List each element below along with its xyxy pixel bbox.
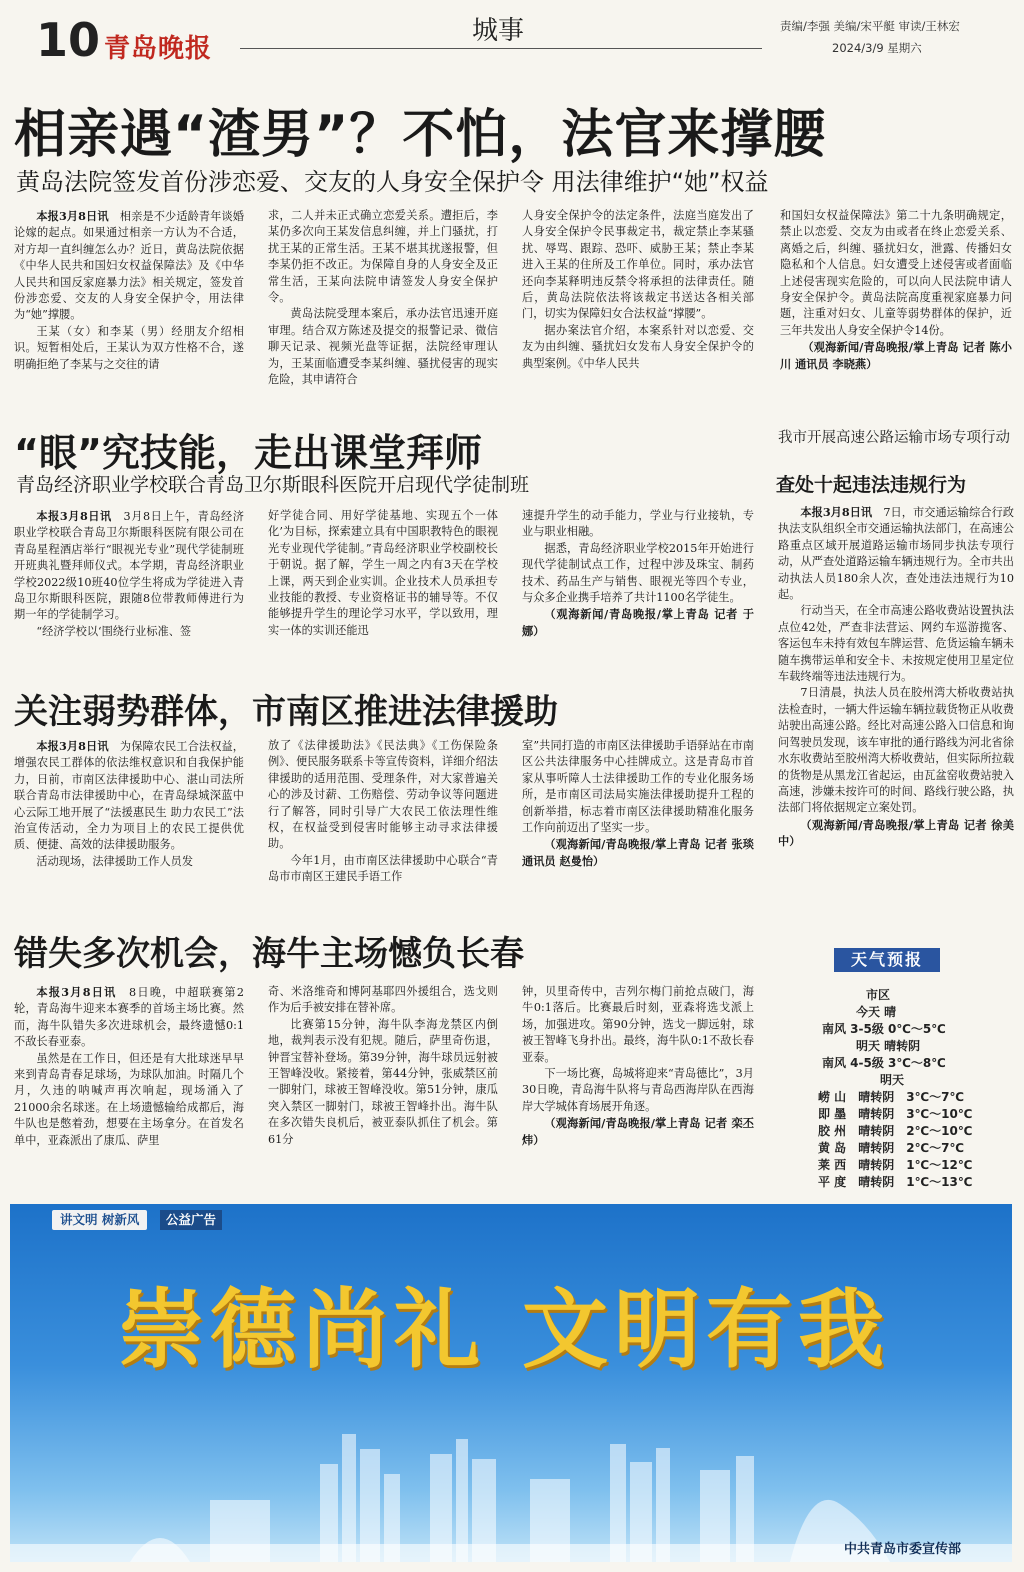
story4-para: 虽然是在工作日，但还是有大批球迷早早来到青岛青春足球场，为球队加油。时隔几个月，久违的呐喊声再次响起，现场涌入了21000余名球迷。在上场遗憾输给成都后，海牛队也是憋着劲，想要在主场拿分。在首发名单中，亚森派出了康瓜、萨里 [14,1051,244,1147]
story3-para: 室”共同打造的市南区法律援助手语驿站在市南区公共法律服务中心挂牌成立。这是青岛市首家从事听障人士法律援助工作的专业化服务场所，是市南区司法局实施法律援助提升工程的创新举措，标志着市南区法律援助精准化服务工作向前迈出了坚实一步。 [522,739,754,835]
story1-para: 人身安全保护令的法定条件，法庭当庭发出了人身安全保护令民事裁定书，裁定禁止李某骚扰、辱骂、跟踪、恐吓、威胁王某；禁止李某进入王某的住所及工作单位。同时，承办法官还向李某释明违反禁令将承担的法律责任。随后，黄岛法院依法将该裁定书送达各相关部门，切实为保障妇女合法权益“撑腰”。 [522,209,754,321]
weather-district-row: 黄 岛 晴转阴 2℃～7℃ [818,1141,964,1155]
editor-credits: 责编/李强 美编/宋平艇 审读/王林宏 [780,19,960,33]
story4-headline: 错失多次机会，海牛主场憾负长春 [14,934,524,974]
weather-district-row: 即 墨 晴转阴 3℃～10℃ [818,1107,973,1121]
weather-today-wind: 南风 3-5级 0℃～5℃ [822,1022,946,1036]
story3-column-3 [522,738,754,910]
story3-headline: 关注弱势群体，市南区推进法律援助 [14,692,558,732]
story5-dateline: 本报3月8日讯 [800,505,873,519]
story1-column-3 [522,208,754,404]
story3-dateline: 本报3月8日讯 [36,739,109,753]
story1-subhead: 黄岛法院签发首份涉恋爱、交友的人身安全保护令 用法律维护“她”权益 [16,168,769,196]
story3-column-2 [268,738,498,910]
story3-byline: （观海新闻/青岛晚报/掌上青岛 记者 张琰 通讯员 赵曼怡） [522,837,754,868]
story1-para: 求，二人并未正式确立恋爱关系。遭拒后，李某仍多次向王某发信息纠缠，并上门骚扰，打扰王某的正常生活。王某不堪其扰遂报警，但李某仍拒不改正。为保障自身的人身安全及正常生活，王某向法院申请签发人身安全保护令。 [268,209,498,305]
story3-para: 为保障农民工合法权益，增强农民工群体的依法维权意识和自我保护能力，日前，市南区法律援助中心、湛山司法所联合青岛市法律援助中心，在青岛绿城深蓝中心云际工地开展了“法援惠民生 助力农民工”法治宣传活动，全力为项目上的农民工提供优质、便捷、高效的法律援助服务。 [14,740,244,852]
ad-tag: 讲文明 树新风 [52,1210,147,1230]
story3-para: 放了《法律援助法》《民法典》《工伤保险条例》、便民服务联系卡等宣传资料，详细介绍法律援助的适用范围、受理条件，对大家普遍关心的涉及讨薪、工伤赔偿、劳动争议等问题进行了解答，同时引导广大农民工依法理性维权，在权益受到侵害时能够主动寻求法律援助。 [268,739,498,851]
story2-para: 好学徒合同、用好学徒基地、实现五个一体化’为目标，探索建立具有中国职教特色的眼视光专业现代学徒制。”青岛经济职业学校副校长于朝说。据了解，学生一周之内有3天在学校上课，两天到企业实训。企业技术人员承担专业技能的教授、专业资格证书的辅导等。不仅能够提升学生的理论学习水平，学以致用，理实一体的实训还能迅 [268,509,498,637]
story4-para: 比赛第15分钟，海牛队李海龙禁区内倒地，裁判表示没有犯规。随后，萨里奇伤退，钟晋宝替补登场。第39分钟，海牛球员远射被王智峰没收。紧接着，第44分钟，张威禁区前一脚射门，球被王智峰没收。第51分钟，康瓜突入禁区一脚射门，球被王智峰扑出。海牛队在多次错失良机后，被亚泰队抓住了机会。第61分 [268,1017,498,1146]
story2-subhead: 青岛经济职业学校联合青岛卫尔斯眼科医院开启现代学徒制班 [16,474,530,496]
story1-para: 黄岛法院受理本案后，承办法官迅速开庭审理。结合双方陈述及提交的报警记录、微信聊天记录、视频光盘等证据，法院经审理认为，王某面临遭受李某纠缠、骚扰侵害的现实危险，其申请符合 [268,307,498,387]
story4-dateline: 本报3月8日讯 [36,985,117,999]
story4-column-2 [268,984,498,1190]
story2-para: 据悉，青岛经济职业学校2015年开始进行现代学徒制试点工作，过程中涉及珠宝、制药技术、药品生产与销售、眼视光等四个专业，与众多企业携手培养了共计1100名学徒生。 [522,541,754,605]
section-title: 城事 [472,16,525,46]
header-rule [240,48,762,49]
weather-badge: 天气预报 [834,948,940,972]
story1-byline: （观海新闻/青岛晚报/掌上青岛 记者 陈小川 通讯员 李晓燕） [780,340,1012,371]
story1-para: 据办案法官介绍，本案系针对以恋爱、交友为由纠缠、骚扰妇女发布人身安全保护令的典型案例。《中华人民共 [522,323,754,370]
weather-district-row: 胶 州 晴转阴 2℃～10℃ [818,1124,973,1138]
story5-headline: 查处十起违法违规行为 [776,474,967,496]
story1-dateline: 本报3月8日讯 [36,209,109,223]
story5-para: 行动当天，在全市高速公路收费站设置执法点位42处，严查非法营运、网约车巡游揽客、客运包车未持有效包车牌运营、危货运输车辆未随车携带运单和安全卡、未按规定使用卫星定位车载终端等违法违规行为。 [778,604,1014,684]
story1-column-1 [14,208,244,404]
ad-sponsor: 中共青岛市委宣传部 [844,1542,962,1557]
newspaper-logo: 青岛晚报 [104,34,213,64]
story1-para: 相亲是不少适龄青年谈婚论嫁的起点。如果通过相亲一方认为不合适，对方却一直纠缠怎么办？近日，黄岛法院依据《中华人民共和国妇女权益保障法》及《中华人民共和国反家庭暴力法》相关规定，签发首份涉恋爱、交友的人身安全保护令，用法律为“她”撑腰。 [14,210,244,322]
story1-column-4 [780,208,1012,404]
public-service-ad [10,1204,1012,1562]
weather-city-label: 市区 [866,988,891,1002]
weather-district-row: 莱 西 晴转阴 1℃～12℃ [818,1158,973,1172]
story4-column-1 [14,984,244,1190]
issue-date: 2024/3/9 星期六 [832,41,922,55]
story5-kicker: 我市开展高速公路运输市场专项行动 [778,430,1010,446]
story1-column-2 [268,208,498,404]
story4-para: 钟，贝里奇传中，吉列尔梅门前抢点破门，海牛0:1落后。比赛最后时刻，亚森将选戈派上场，加强进攻。第90分钟，选戈一脚远射，球被王智峰飞身扑出。最终，海牛队0:1不敌长春亚泰。 [522,985,754,1064]
ad-slogan: 崇德尚礼 文明有我 [118,1279,890,1380]
story5-byline: （观海新闻/青岛晚报/掌上青岛 记者 徐美中） [778,817,1014,849]
weather-tomorrow-wind: 南风 4-5级 3℃～8℃ [822,1056,946,1070]
weather-district-row: 平 度 晴转阴 1℃～13℃ [818,1175,973,1189]
story2-para: “经济学校以‘围绕行业标准、签 [36,624,192,638]
story4-column-3 [522,984,754,1190]
story1-para: 和国妇女权益保障法》第二十九条明确规定，禁止以恋爱、交友为由或者在终止恋爱关系、离婚之后，纠缠、骚扰妇女，泄露、传播妇女隐私和个人信息。妇女遭受上述侵害或者面临上述侵害现实危险的，可以向人民法院申请人身安全保护令。黄岛法院高度重视家庭暴力问题，注重对妇女、儿童等弱势群体的保护，近三年共发出人身安全保护令14份。 [780,209,1012,337]
story2-para: 3月8日上午，青岛经济职业学校联合青岛卫尔斯眼科医院有限公司在青岛星程酒店举行“眼视光专业”现代学徒制班开班典礼暨拜师仪式。本学期，青岛经济职业学校2022级10班40位学生将成为学徒进入青岛卫尔斯眼科医院，跟随8位带教师傅进行为期一年的学徒制学习。 [14,510,244,622]
story2-column-1 [14,508,244,668]
story3-para: 活动现场，法律援助工作人员发 [36,854,194,868]
story3-column-1 [14,738,244,910]
story3-para: 今年1月，由市南区法律援助中心联合“青岛市市南区王建民手语工作 [268,853,498,884]
story2-column-3 [522,508,754,668]
story4-byline: （观海新闻/青岛晚报/掌上青岛 记者 栾丕炜） [522,1116,754,1147]
story2-dateline: 本报3月8日讯 [36,509,112,523]
ad-tag-label: 公益广告 [160,1210,222,1230]
story1-para: 王某（女）和李某（男）经朋友介绍相识。短暂相处后，王某认为双方性格不合，遂明确拒绝了李某与之交往的请 [14,324,244,371]
story5-para: 7日清晨，执法人员在胶州湾大桥收费站执法检查时，一辆大件运输车辆拉载货物正从收费站驶出高速公路。经比对高速公路入口信息和询问驾驶员发现，该车审批的通行路线为河北省徐水东收费站至胶州湾大桥收费站，但实际所拉载的货物是从黑龙江省起运，由瓦盆窑收费站驶入高速，涉嫌未按许可的时间、路线行驶公路，执法部门将依据规定立案处罚。 [778,686,1014,815]
weather-district-row: 崂 山 晴转阴 3℃～7℃ [818,1090,964,1104]
story4-para: 下一场比赛，岛城将迎来“青岛德比”，3月30日晚，青岛海牛队将与青岛西海岸队在西海岸大学城体育场展开角逐。 [522,1067,754,1113]
story4-para: 8日晚，中超联赛第2轮，青岛海牛迎来本赛季的首场主场比赛。然而，海牛队错失多次进球机会，最终遗憾0:1不敌长春亚泰。 [14,986,244,1049]
weather-today: 今天 晴 [856,1005,897,1019]
story2-para: 速提升学生的动手能力，学业与行业接轨，专业与职业相融。 [522,509,754,539]
story5-body [778,504,1014,918]
story2-headline: “眼”究技能，走出课堂拜师 [14,431,482,475]
story2-byline: （观海新闻/青岛晚报/掌上青岛 记者 于娜） [522,607,754,638]
page-number: 10 [36,13,101,67]
weather-tomorrow-label: 明天 [880,1073,905,1087]
weather-tomorrow: 明天 晴转阴 [856,1039,921,1053]
story5-para: 7日，市交通运输综合行政执法支队组织全市交通运输执法部门，在高速公路重点区域开展道路运输市场同步执法专项行动，从严查处道路运输车辆违规行为。全市共出动执法人员180余人次，查处违法违规行为10起。 [778,506,1014,602]
story4-para: 奇、米洛维奇和博阿基耶四外援组合，选戈则作为后手被安排在替补席。 [268,985,498,1015]
story2-column-2 [268,508,498,668]
story1-headline: 相亲遇“渣男”？不怕，法官来撑腰 [14,105,827,165]
